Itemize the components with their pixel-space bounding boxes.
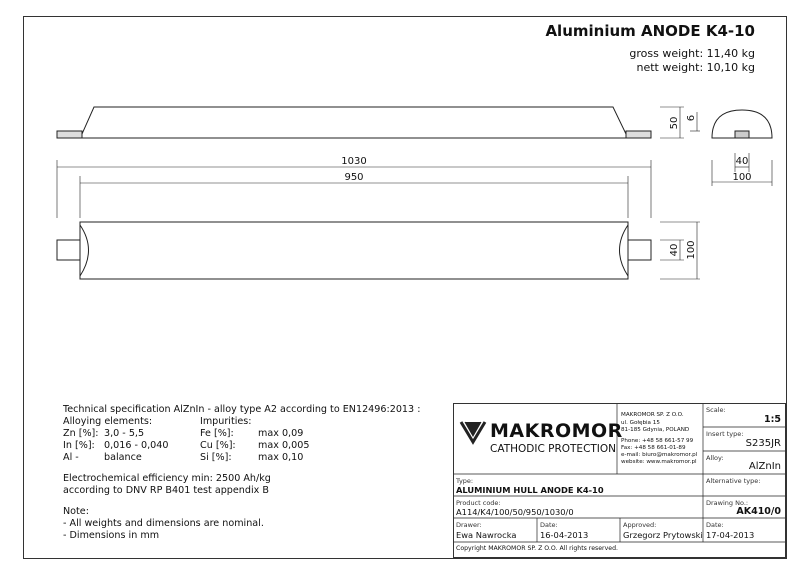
dim-total-length: 1030 <box>341 156 367 167</box>
efficiency-line-1: Electrochemical efficiency min: 2500 Ah/kg <box>63 473 271 484</box>
drawing-no-label: Drawing No.: <box>706 499 749 507</box>
imp-si: Si [%]: <box>200 452 232 463</box>
alloy-value: AlZnIn <box>748 461 781 472</box>
imp-si-val: max 0,10 <box>258 452 304 463</box>
drawer-value: Ewa Nawrocka <box>456 530 517 540</box>
company-street: ul. Gołębia 15 <box>621 420 660 426</box>
alloy-in-val: 0,016 - 0,040 <box>104 440 169 451</box>
dim-plan-width: 100 <box>686 240 697 260</box>
dim-height: 50 <box>669 116 680 130</box>
date-1-value: 16-04-2013 <box>540 530 589 540</box>
company-name: MAKROMOR SP. Z O.O. <box>621 412 684 418</box>
company-fax: Fax: +48 58 661-01-89 <box>621 445 686 451</box>
company-website: website: www.makromor.pl <box>621 459 697 465</box>
dim-top-width: 40 <box>735 156 749 167</box>
date-2-value: 17-04-2013 <box>706 530 755 540</box>
dim-core-length: 950 <box>344 172 364 183</box>
insert-label: Insert type: <box>706 430 744 438</box>
end-view <box>712 110 772 138</box>
alt-type-label: Alternative type: <box>706 477 761 485</box>
note-2: - Dimensions in mm <box>63 530 160 541</box>
dim-base-width: 100 <box>732 172 752 183</box>
alloy-al: Al - <box>63 452 79 463</box>
imp-fe-val: max 0,09 <box>258 428 304 439</box>
alloy-in: In [%]: <box>63 440 95 451</box>
spec-line: Technical specification AlZnIn - alloy type A2 according to EN12496:2013 : <box>63 404 421 415</box>
imp-cu-val: max 0,005 <box>258 440 310 451</box>
plan-view <box>57 222 651 279</box>
approved-value: Grzegorz Prytowski <box>623 530 703 540</box>
company-email: e-mail: biuro@makromor.pl <box>621 452 698 458</box>
alloy-label: Alloy: <box>706 454 724 462</box>
scale-value: 1:5 <box>763 414 781 425</box>
type-value: ALUMINIUM HULL ANODE K4-10 <box>456 485 604 495</box>
drawer-label: Drawer: <box>456 521 482 529</box>
dim-plan-core: 40 <box>669 243 680 257</box>
date-1-label: Date: <box>540 521 558 529</box>
gross-weight: gross weight: 11,40 kg <box>629 47 755 60</box>
insert-value: S235JR <box>745 438 781 449</box>
drawing-no-value: AK410/0 <box>736 506 781 517</box>
efficiency-line-2: according to DNV RP B401 test appendix B <box>63 485 269 496</box>
nett-weight: nett weight: 10,10 kg <box>636 61 755 74</box>
company-city: 81-185 Gdynia, POLAND <box>621 427 690 433</box>
product-code-label: Product code: <box>456 499 501 507</box>
alloy-zn: Zn [%]: <box>63 428 99 439</box>
approved-label: Approved: <box>623 521 657 529</box>
imp-fe: Fe [%]: <box>200 428 234 439</box>
company-phone: Phone: +48 58 661-57 99 <box>621 438 694 444</box>
note-1: - All weights and dimensions are nominal. <box>63 518 264 529</box>
drawing-title: Aluminium ANODE K4-10 <box>545 22 755 40</box>
side-view <box>57 107 651 138</box>
note-heading: Note: <box>63 506 89 517</box>
scale-label: Scale: <box>706 406 726 414</box>
brand-subtitle: CATHODIC PROTECTION <box>490 443 617 455</box>
dim-foot: 6 <box>686 114 697 122</box>
product-code-value: A114/K4/100/50/950/1030/0 <box>456 507 574 517</box>
alloy-al-val: balance <box>104 452 142 463</box>
type-label: Type: <box>456 477 474 485</box>
brand-name: MAKROMOR <box>490 420 623 442</box>
date-2-label: Date: <box>706 521 724 529</box>
imp-cu: Cu [%]: <box>200 440 236 451</box>
impurities-heading: Impurities: <box>200 416 252 427</box>
alloy-zn-val: 3,0 - 5,5 <box>104 428 145 439</box>
copyright: Copyright MAKROMOR SP. Z O.O. All rights reserved. <box>456 545 618 552</box>
alloying-heading: Alloying elements: <box>63 416 153 427</box>
